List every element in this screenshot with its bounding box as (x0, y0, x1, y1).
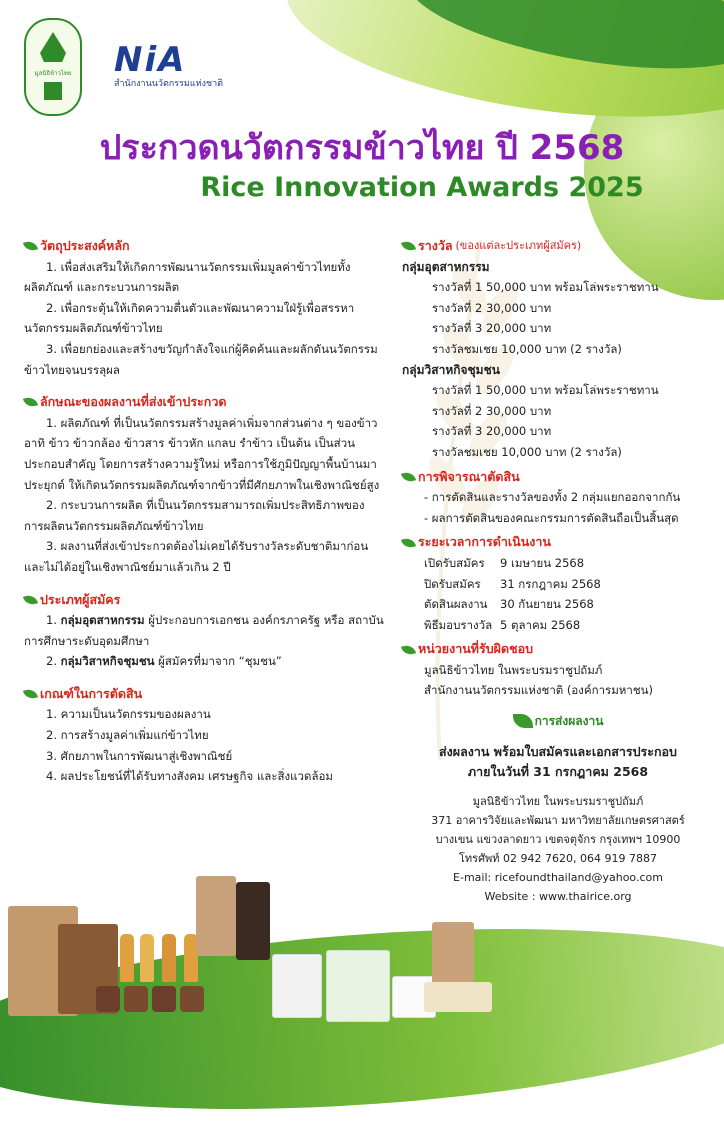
jar-product-image (180, 986, 204, 1012)
nia-logo (114, 40, 244, 100)
schedule-date: 30 กันยายน 2568 (500, 597, 594, 612)
criteria-heading (24, 684, 384, 705)
objectives-heading (24, 236, 384, 257)
title-english: Rice Innovation Awards 2025 (200, 172, 644, 203)
bottle-product-image (140, 934, 154, 982)
leaf-icon (401, 536, 416, 549)
foundation-logo-caption: มูลนิธิข้าวไทย (34, 70, 72, 77)
criteria-item: 3. ศักยภาพในการพัฒนาสู่เชิงพาณิชย์ (46, 748, 233, 763)
judging-item: - การตัดสินและรางวัลของทั้ง 2 กลุ่มแยกออกจากกัน (424, 490, 681, 505)
prize-item: รางวัลชมเชย 10,000 บาท (2 รางวัล) (432, 341, 622, 356)
prize-item: รางวัลที่ 3 20,000 บาท (432, 321, 552, 336)
schedule-heading-text: ระยะเวลาการดำเนินงาน (418, 534, 551, 550)
leaf-icon (401, 240, 416, 253)
leaf-icon (23, 240, 38, 253)
applicant-item (24, 651, 384, 672)
characteristic-item: 2. กระบวนการผลิต ที่เป็นนวัตกรรมสามารถเพิ่มประสิทธิภาพของการผลิตนวัตกรรมผลิตภัณฑ์ข้าวไทย (24, 498, 365, 533)
contact-line: บางเขน แขวงลาดยาว เขตจตุจักร กรุงเทพฯ 10900 (435, 832, 681, 846)
contact-email[interactable]: E-mail: ricefoundthailand@yahoo.com (453, 870, 663, 884)
objective-item: 3. เพื่อยกย่องและสร้างขวัญกำลังใจแก่ผู้คิดค้นและผลักดันนวัตกรรมข้าวไทยจนบรรลุผล (24, 341, 378, 377)
drink-box-product-image (236, 882, 270, 960)
criteria-item: 1. ความเป็นนวัตกรรมของผลงาน (46, 707, 211, 722)
snack-box-product-image (272, 954, 322, 1018)
rice-foundation-logo (24, 18, 82, 116)
jar-product-image (152, 986, 176, 1012)
submission-line: ส่งผลงาน พร้อมใบสมัครและเอกสารประกอบ (439, 743, 677, 759)
applicant-type-desc: ผู้สมัครที่มาจาก “ชุมชน” (154, 654, 282, 669)
criteria-item: 4. ผลประโยชน์ที่ได้รับทางสังคม เศรษฐกิจ และสิ่งแวดล้อม (46, 769, 334, 784)
prize-item: รางวัลที่ 1 50,000 บาท พร้อมโล่พระราชทาน (432, 280, 659, 295)
schedule-label: ตัดสินผลงาน (424, 597, 488, 612)
right-column (402, 232, 714, 906)
responsible-line: สำนักงานนวัตกรรมแห่งชาติ (องค์การมหาชน) (424, 683, 653, 698)
nia-mark: NiA (114, 40, 187, 80)
applicant-number: 1. (46, 613, 57, 628)
pavilion-icon (40, 32, 66, 62)
applicant-type-name: กลุ่มอุตสาหกรรม (60, 613, 145, 628)
schedule-label: พิธีมอบรางวัล (424, 617, 493, 632)
schedule-row (402, 574, 714, 595)
judging-heading-text: การพิจารณาตัดสิน (418, 468, 520, 484)
responsible-heading (402, 639, 714, 660)
snack-pack-product-image (326, 950, 390, 1022)
prizes-heading-text: รางวัล (418, 238, 453, 253)
contact-website[interactable]: Website : www.thairice.org (484, 889, 632, 903)
prize-item: รางวัลที่ 3 20,000 บาท (432, 424, 552, 439)
responsible-line: มูลนิธิข้าวไทย ในพระบรมราชูปถัมภ์ (424, 662, 603, 677)
jar-product-image (124, 986, 148, 1012)
drink-box-product-image (196, 876, 236, 956)
applicant-type-desc: ผู้ประกอบการเอกชน องค์กรภาครัฐ หรือ สถาบันการศึกษาระดับอุดมศึกษา (24, 613, 384, 648)
schedule-date: 5 ตุลาคม 2568 (500, 617, 581, 632)
product-collage (0, 834, 724, 1024)
leaf-icon (23, 688, 38, 701)
schedule-heading (402, 532, 714, 553)
characteristics-heading-text: ลักษณะของผลงานที่ส่งเข้าประกวด (40, 394, 227, 410)
leaf-icon (401, 470, 416, 483)
prizes-note: (ของแต่ละประเภทผู้สมัคร) (455, 239, 582, 252)
leaf-icon (23, 593, 38, 606)
rice-sprout-icon (513, 714, 533, 728)
characteristic-item: 1. ผลิตภัณฑ์ ที่เป็นนวัตกรรมสร้างมูลค่าเพิ่มจากส่วนต่าง ๆ ของข้าว อาทิ ข้าว ข้าวกล้อง ข้าวสาร ข้าวหัก แกลบ รำข้าว เป็นต้น เป็นส่วนประกอบสำคัญ โดยการสร้างความรู้ใหม่ หรือการใช้ภูมิปัญญาพื้นบ้านมาประยุกต์ ให้เกิดนวัตกรรมผลิตภัณฑ์จากข้าวที่มีศักยภาพในเชิงพาณิชย์สูง (24, 415, 380, 492)
leaf-icon (23, 396, 38, 409)
prize-group-name: กลุ่มวิสาหกิจชุมชน (402, 362, 500, 377)
prize-item: รางวัลชมเชย 10,000 บาท (2 รางวัล) (432, 444, 622, 459)
applicant-item (24, 610, 384, 651)
applicant-type-name: กลุ่มวิสาหกิจชุมชน (60, 654, 155, 669)
schedule-row (402, 594, 714, 615)
schedule-label: เปิดรับสมัคร (424, 555, 485, 570)
prize-item: รางวัลที่ 2 30,000 บาท (432, 300, 552, 315)
submission-note (402, 742, 714, 782)
contact-phone: โทรศัพท์ 02 942 7620, 064 919 7887 (459, 851, 657, 865)
responsible-heading-text: หน่วยงานที่รับผิดชอบ (418, 641, 534, 657)
objectives-heading-text: วัตถุประสงค์หลัก (40, 238, 130, 253)
contact-line: 371 อาคารวิจัยและพัฒนา มหาวิทยาลัยเกษตรศาสตร์ (431, 813, 685, 827)
jar-product-image (96, 986, 120, 1012)
objective-item: 1. เพื่อส่งเสริมให้เกิดการพัฒนานวัตกรรมเพิ่มมูลค่าข้าวไทยทั้งผลิตภัณฑ์ และกระบวนการผลิต (24, 259, 351, 295)
left-column (24, 232, 384, 787)
applicant-number: 2. (46, 654, 57, 669)
product-set-image (424, 982, 492, 1012)
contact-line: มูลนิธิข้าวไทย ในพระบรมราชูปถัมภ์ (472, 794, 644, 808)
submission-heading-text: การส่งผลงาน (534, 714, 604, 729)
applicants-heading-text: ประเภทผู้สมัคร (40, 591, 121, 607)
applicants-heading (24, 590, 384, 611)
schedule-row (402, 553, 714, 574)
characteristic-item: 3. ผลงานที่ส่งเข้าประกวดต้องไม่เคยได้รับรางวัลระดับชาติมาก่อน และไม่ได้อยู่ในเชิงพาณิชย์มาแล้วเกิน 2 ปี (24, 539, 369, 574)
objective-item: 2. เพื่อกระตุ้นให้เกิดความตื่นตัวและพัฒนาความใฝ่รู้เพื่อสรรหานวัตกรรมผลิตภัณฑ์ข้าวไทย (24, 300, 355, 336)
bottle-product-image (162, 934, 176, 982)
submission-deadline: ภายในวันที่ 31 กรกฎาคม 2568 (467, 763, 649, 779)
prize-item: รางวัลที่ 2 30,000 บาท (432, 403, 552, 418)
characteristics-heading (24, 392, 384, 413)
bottle-product-image (120, 934, 134, 982)
judging-heading (402, 467, 714, 488)
foundation-emblem-square (44, 82, 62, 100)
criteria-heading-text: เกณฑ์ในการตัดสิน (40, 685, 143, 701)
prize-item: รางวัลที่ 1 50,000 บาท พร้อมโล่พระราชทาน (432, 383, 659, 398)
nia-subtitle: สำนักงานนวัตกรรมแห่งชาติ (114, 79, 223, 89)
schedule-date: 9 เมษายน 2568 (500, 555, 585, 570)
prize-group-name: กลุ่มอุตสาหกรรม (402, 259, 490, 274)
gift-bag-product-image (432, 922, 474, 988)
schedule-label: ปิดรับสมัคร (424, 576, 481, 591)
title-thai: ประกวดนวัตกรรมข้าวไทย ปี 2568 (99, 128, 625, 168)
judging-item: - ผลการตัดสินของคณะกรรมการตัดสินถือเป็นสิ้นสุด (424, 510, 679, 525)
prizes-heading (402, 236, 714, 257)
schedule-date: 31 กรกฎาคม 2568 (500, 576, 601, 591)
leaf-icon (401, 643, 416, 656)
criteria-item: 2. การสร้างมูลค่าเพิ่มแก่ข้าวไทย (46, 728, 209, 743)
submission-heading (402, 711, 714, 732)
schedule-row (402, 615, 714, 636)
